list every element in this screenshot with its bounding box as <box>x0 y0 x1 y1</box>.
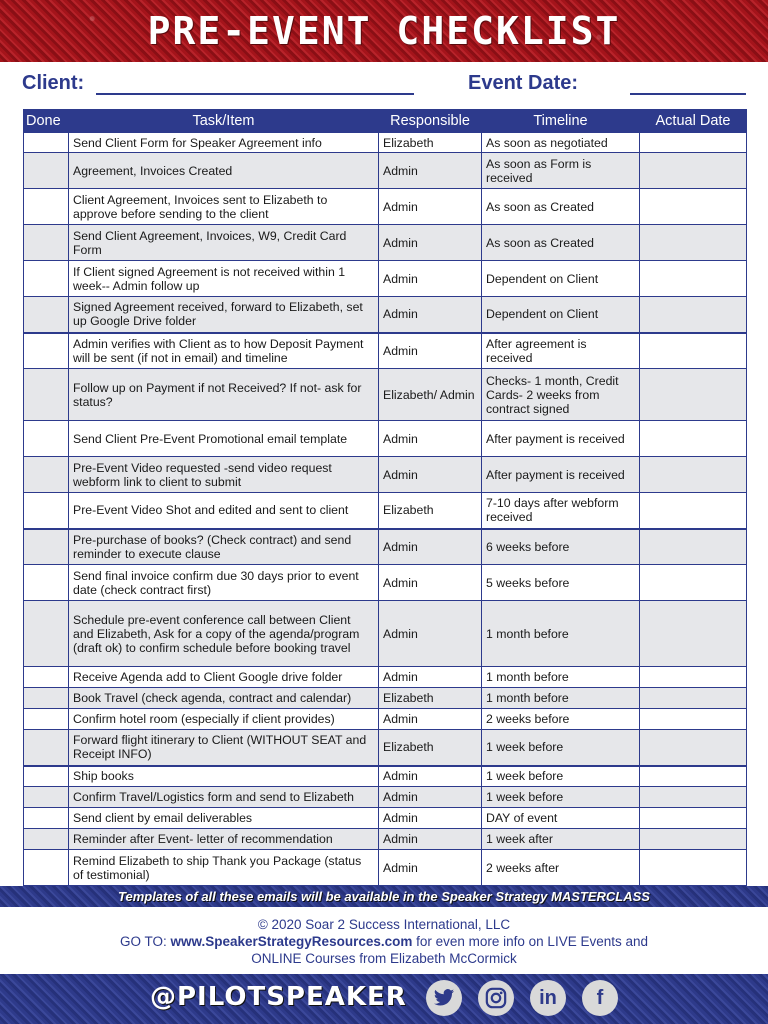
task-cell: Admin verifies with Client as to how Deposit Payment will be sent (if not in email) and timeline <box>69 333 379 369</box>
timeline-cell: As soon as Form is received <box>482 153 640 189</box>
responsible-cell: Admin <box>379 333 482 369</box>
goto-prefix: GO TO: <box>119 934 171 949</box>
table-row <box>24 421 747 457</box>
task-cell: Send client by email deliverables <box>69 808 379 829</box>
table-row <box>24 688 747 709</box>
done-cell[interactable] <box>24 766 69 787</box>
social-handle: @PILOTSPEAKER <box>150 982 407 1012</box>
table-row <box>24 850 747 886</box>
done-cell[interactable] <box>24 297 69 333</box>
timeline-cell: Dependent on Client <box>482 261 640 297</box>
responsible-cell: Elizabeth <box>379 688 482 709</box>
done-cell[interactable] <box>24 333 69 369</box>
timeline-cell: As soon as negotiated <box>482 133 640 153</box>
table-row <box>24 297 747 333</box>
responsible-cell: Admin <box>379 457 482 493</box>
table-row <box>24 565 747 601</box>
task-cell: Send Client Agreement, Invoices, W9, Credit Card Form <box>69 225 379 261</box>
timeline-cell: 1 week after <box>482 829 640 850</box>
actual-date-cell[interactable] <box>640 457 747 493</box>
task-cell: Pre-Event Video Shot and edited and sent to client <box>69 493 379 529</box>
actual-date-cell[interactable] <box>640 688 747 709</box>
table-row <box>24 808 747 829</box>
actual-date-cell[interactable] <box>640 529 747 565</box>
timeline-cell: Checks- 1 month, Credit Cards- 2 weeks from contract signed <box>482 369 640 421</box>
done-cell[interactable] <box>24 787 69 808</box>
task-cell: Receive Agenda add to Client Google drive folder <box>69 667 379 688</box>
timeline-cell: DAY of event <box>482 808 640 829</box>
social-bar <box>0 974 768 1024</box>
actual-date-cell[interactable] <box>640 829 747 850</box>
task-cell: Send Client Form for Speaker Agreement info <box>69 133 379 153</box>
responsible-cell: Elizabeth <box>379 730 482 766</box>
actual-date-cell[interactable] <box>640 225 747 261</box>
column-header-timeline: Timeline <box>482 110 640 133</box>
linkedin-icon[interactable]: in <box>530 980 566 1016</box>
table-row <box>24 601 747 667</box>
timeline-cell: After payment is received <box>482 421 640 457</box>
done-cell[interactable] <box>24 369 69 421</box>
done-cell[interactable] <box>24 829 69 850</box>
responsible-cell: Admin <box>379 261 482 297</box>
timeline-cell: Dependent on Client <box>482 297 640 333</box>
responsible-cell: Admin <box>379 529 482 565</box>
table-row <box>24 709 747 730</box>
responsible-cell: Admin <box>379 421 482 457</box>
done-cell[interactable] <box>24 153 69 189</box>
task-cell: Forward flight itinerary to Client (WITHOUT SEAT and Receipt INFO) <box>69 730 379 766</box>
table-header-row <box>24 110 747 133</box>
timeline-cell: After payment is received <box>482 457 640 493</box>
responsible-cell: Admin <box>379 787 482 808</box>
column-header-responsible: Responsible <box>379 110 482 133</box>
done-cell[interactable] <box>24 225 69 261</box>
task-cell: Book Travel (check agenda, contract and calendar) <box>69 688 379 709</box>
timeline-cell: 2 weeks before <box>482 709 640 730</box>
done-cell[interactable] <box>24 850 69 886</box>
actual-date-cell[interactable] <box>640 297 747 333</box>
task-cell: Confirm hotel room (especially if client provides) <box>69 709 379 730</box>
actual-date-cell[interactable] <box>640 153 747 189</box>
task-cell: Ship books <box>69 766 379 787</box>
table-row <box>24 189 747 225</box>
event-date-label: Event Date: <box>468 72 579 94</box>
table-row <box>24 667 747 688</box>
timeline-cell: 1 week before <box>482 766 640 787</box>
resources-link[interactable]: www.SpeakerStrategyResources.com <box>170 934 413 949</box>
responsible-cell: Elizabeth/ Admin <box>379 369 482 421</box>
timeline-cell: 6 weeks before <box>482 529 640 565</box>
task-cell: Follow up on Payment if not Received? If not- ask for status? <box>69 369 379 421</box>
table-row <box>24 766 747 787</box>
responsible-cell: Admin <box>379 808 482 829</box>
table-row <box>24 787 747 808</box>
responsible-cell: Admin <box>379 225 482 261</box>
task-cell: Reminder after Event- letter of recommendation <box>69 829 379 850</box>
client-field-line[interactable] <box>96 93 414 95</box>
goto-line-2: ONLINE Courses from Elizabeth McCormick <box>251 951 517 966</box>
column-header-done: Done <box>24 110 69 133</box>
timeline-cell: 1 week before <box>482 787 640 808</box>
column-header-task: Task/Item <box>69 110 379 133</box>
table-row <box>24 829 747 850</box>
done-cell[interactable] <box>24 133 69 153</box>
footer-info <box>0 916 768 967</box>
timeline-cell: 2 weeks after <box>482 850 640 886</box>
task-cell: Signed Agreement received, forward to Elizabeth, set up Google Drive folder <box>69 297 379 333</box>
table-row <box>24 261 747 297</box>
done-cell[interactable] <box>24 730 69 766</box>
responsible-cell: Admin <box>379 829 482 850</box>
responsible-cell: Admin <box>379 667 482 688</box>
responsible-cell: Admin <box>379 601 482 667</box>
done-cell[interactable] <box>24 709 69 730</box>
done-cell[interactable] <box>24 529 69 565</box>
task-cell: Pre-Event Video requested -send video request webform link to client to submit <box>69 457 379 493</box>
header-banner <box>0 0 768 62</box>
goto-suffix: for even more info on LIVE Events and <box>412 934 648 949</box>
task-cell: Pre-purchase of books? (Check contract) and send reminder to execute clause <box>69 529 379 565</box>
actual-date-cell[interactable] <box>640 189 747 225</box>
masterclass-banner <box>0 886 768 907</box>
table-row <box>24 457 747 493</box>
responsible-cell: Admin <box>379 766 482 787</box>
actual-date-cell[interactable] <box>640 850 747 886</box>
actual-date-cell[interactable] <box>640 667 747 688</box>
actual-date-cell[interactable] <box>640 133 747 153</box>
table-row <box>24 493 747 529</box>
actual-date-cell[interactable] <box>640 421 747 457</box>
done-cell[interactable] <box>24 493 69 529</box>
actual-date-cell[interactable] <box>640 709 747 730</box>
done-cell[interactable] <box>24 601 69 667</box>
task-cell: Client Agreement, Invoices sent to Elizabeth to approve before sending to the client <box>69 189 379 225</box>
actual-date-cell[interactable] <box>640 369 747 421</box>
client-info-row <box>22 70 750 100</box>
table-row <box>24 153 747 189</box>
actual-date-cell[interactable] <box>640 601 747 667</box>
task-cell: If Client signed Agreement is not received within 1 week-- Admin follow up <box>69 261 379 297</box>
timeline-cell: 1 month before <box>482 688 640 709</box>
responsible-cell: Elizabeth <box>379 133 482 153</box>
task-cell: Send final invoice confirm due 30 days prior to event date (check contract first) <box>69 565 379 601</box>
actual-date-cell[interactable] <box>640 333 747 369</box>
event-date-field-line[interactable] <box>630 93 746 95</box>
actual-date-cell[interactable] <box>640 766 747 787</box>
table-row <box>24 225 747 261</box>
actual-date-cell[interactable] <box>640 493 747 529</box>
timeline-cell: 1 week before <box>482 730 640 766</box>
instagram-icon[interactable] <box>478 980 514 1016</box>
checklist-table <box>23 109 747 886</box>
actual-date-cell[interactable] <box>640 261 747 297</box>
copyright-text: © 2020 Soar 2 Success International, LLC <box>257 917 511 932</box>
actual-date-cell[interactable] <box>640 730 747 766</box>
responsible-cell: Admin <box>379 709 482 730</box>
done-cell[interactable] <box>24 688 69 709</box>
done-cell[interactable] <box>24 808 69 829</box>
task-cell: Confirm Travel/Logistics form and send to Elizabeth <box>69 787 379 808</box>
task-cell: Send Client Pre-Event Promotional email template <box>69 421 379 457</box>
timeline-cell: 1 month before <box>482 667 640 688</box>
responsible-cell: Admin <box>379 189 482 225</box>
table-row <box>24 730 747 766</box>
timeline-cell: 7-10 days after webform received <box>482 493 640 529</box>
responsible-cell: Admin <box>379 153 482 189</box>
masterclass-banner-text: Templates of all these emails will be available in the Speaker Strategy MASTERCLASS <box>118 889 650 904</box>
done-cell[interactable] <box>24 457 69 493</box>
timeline-cell: As soon as Created <box>482 225 640 261</box>
done-cell[interactable] <box>24 261 69 297</box>
table-row <box>24 133 747 153</box>
done-cell[interactable] <box>24 189 69 225</box>
responsible-cell: Admin <box>379 297 482 333</box>
responsible-cell: Elizabeth <box>379 493 482 529</box>
facebook-icon[interactable]: f <box>582 980 618 1016</box>
task-cell: Agreement, Invoices Created <box>69 153 379 189</box>
actual-date-cell[interactable] <box>640 565 747 601</box>
table-row <box>24 333 747 369</box>
responsible-cell: Admin <box>379 565 482 601</box>
table-row <box>24 369 747 421</box>
column-header-actual-date: Actual Date <box>640 110 747 133</box>
page-title: PRE-EVENT CHECKLIST <box>147 9 621 53</box>
done-cell[interactable] <box>24 421 69 457</box>
client-label: Client: <box>22 72 85 94</box>
timeline-cell: 5 weeks before <box>482 565 640 601</box>
done-cell[interactable] <box>24 667 69 688</box>
task-cell: Schedule pre-event conference call between Client and Elizabeth, Ask for a copy of the agenda/program (draft ok) to confirm schedule before booking travel <box>69 601 379 667</box>
goto-line <box>0 933 768 950</box>
actual-date-cell[interactable] <box>640 787 747 808</box>
actual-date-cell[interactable] <box>640 808 747 829</box>
timeline-cell: 1 month before <box>482 601 640 667</box>
task-cell: Remind Elizabeth to ship Thank you Package (status of testimonial) <box>69 850 379 886</box>
table-row <box>24 529 747 565</box>
timeline-cell: After agreement is received <box>482 333 640 369</box>
timeline-cell: As soon as Created <box>482 189 640 225</box>
done-cell[interactable] <box>24 565 69 601</box>
twitter-icon[interactable] <box>426 980 462 1016</box>
responsible-cell: Admin <box>379 850 482 886</box>
